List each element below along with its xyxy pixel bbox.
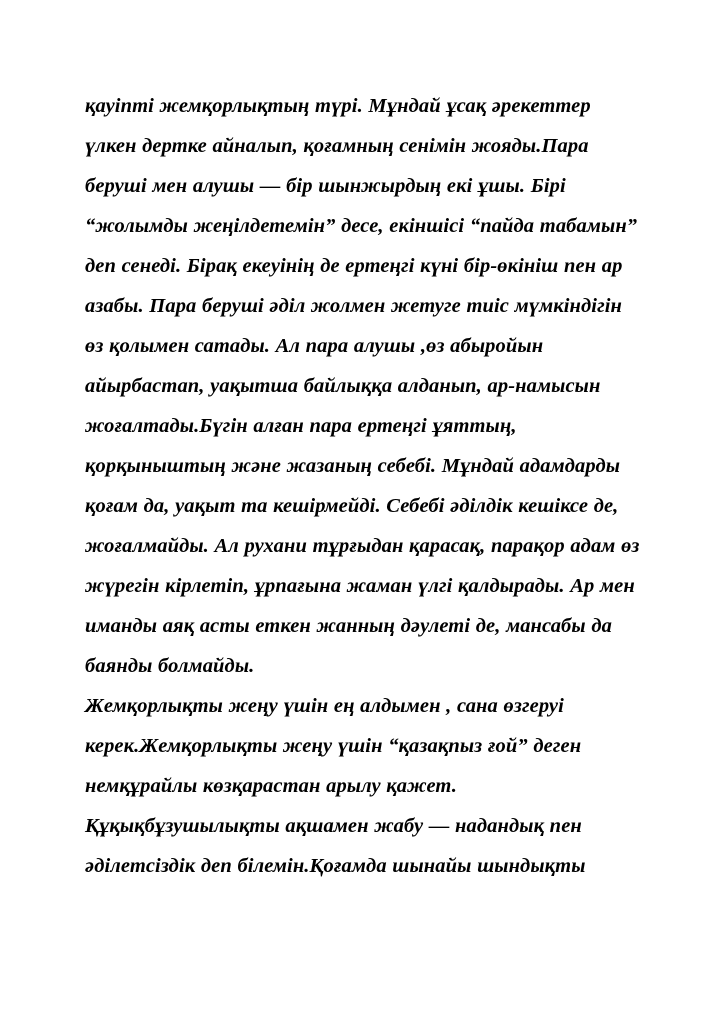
paragraph-2: Жемқорлықты жеңу үшін ең алдымен , сана өзгеруі керек.Жемқорлықты жеңу үшін “қазақпыз ғой” деген немқұрайлы көзқарастан арылу қажет. [85, 695, 582, 797]
document-text-body [85, 86, 645, 886]
paragraph-1: қауіпті жемқорлықтың түрі. Мұндай ұсақ әрекеттер үлкен дертке айналып, қоғамның сенімін жояды.Пара беруші мен алушы — бір шынжырдың екі ұшы. Бірі “жолымды жеңілдетемін” десе, екіншісі “пайда табамын” деп сенеді. Бірақ екеуінің де ертеңгі күні бір-өкініш пен ар азабы. Пара беруші әділ жолмен жетуге тиіс мүмкіндігін өз қолымен сатады. Ал пара алушы ,өз абыройын айырбастап, уақытша байлыққа алданып, ар-намысын жоғалтады.Бүгін алған пара ертеңгі ұяттың, қорқыныштың және жазаның себебі. Мұндай адамдарды қоғам да, уақыт та кешірмейді. Себебі әділдік кешіксе де, жоғалмайды. Ал рухани тұрғыдан қарасақ, парақор адам өз жүрегін кірлетіп, ұрпағына жаман үлгі қалдырады. Ар мен иманды аяқ асты еткен жанның дәулеті де, мансабы да баянды болмайды. [85, 95, 640, 677]
paragraph-3: Құқықбұзушылықты ақшамен жабу — надандық пен әділетсіздік деп білемін.Қоғамда шынайы шындықты [85, 815, 586, 877]
